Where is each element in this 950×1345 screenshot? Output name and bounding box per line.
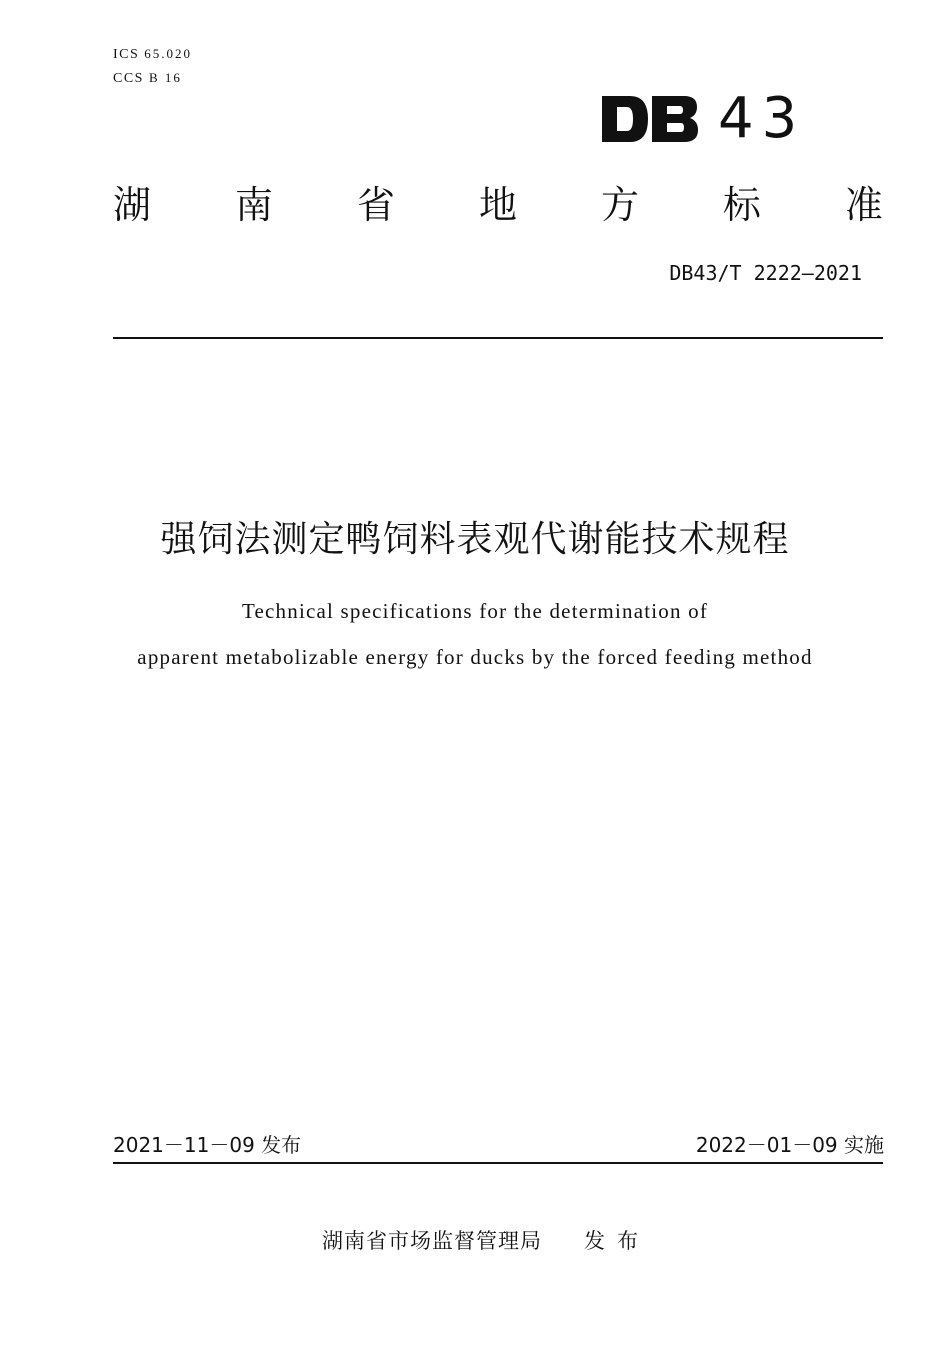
- standard-type-heading: [113, 180, 883, 230]
- document-title-en-line-2: apparent metabolizable energy for ducks by the forced feeding method: [137, 645, 813, 669]
- db-logo-icon: [600, 94, 700, 144]
- province-code: 43: [718, 86, 806, 151]
- standard-type-char: 方: [600, 183, 639, 227]
- publisher-suffix: 发布: [584, 1229, 650, 1253]
- footer-divider: [113, 1162, 883, 1164]
- implementation-date: 2022－01－09 实施: [695, 1133, 884, 1157]
- document-title-zh: 强饲法测定鸭饲料表观代谢能技术规程: [160, 519, 790, 560]
- standard-type-char: 南: [234, 183, 273, 227]
- ccs-code: B 16: [148, 70, 182, 85]
- standard-type-char: 标: [722, 183, 761, 227]
- issue-date: 2021－11－09 发布: [113, 1133, 302, 1157]
- ccs-label: CCS: [113, 71, 144, 86]
- standard-type-char: 省: [356, 183, 395, 227]
- header-divider: [113, 337, 883, 339]
- ics-code: 65.020: [144, 46, 193, 61]
- ccs-code-line: [113, 70, 182, 87]
- standard-type-char: 地: [478, 183, 517, 227]
- ics-code-line: [113, 46, 192, 63]
- publisher-name: 湖南省市场监督管理局: [322, 1229, 542, 1253]
- standard-number: DB43/T 2222—2021: [669, 261, 862, 285]
- ics-label: ICS: [113, 47, 140, 62]
- standard-type-char: 准: [844, 183, 883, 227]
- standard-type-char: 湖: [113, 183, 152, 227]
- document-title-en-line-1: Technical specifications for the determination of: [241, 599, 709, 623]
- publisher-line: [322, 1226, 650, 1256]
